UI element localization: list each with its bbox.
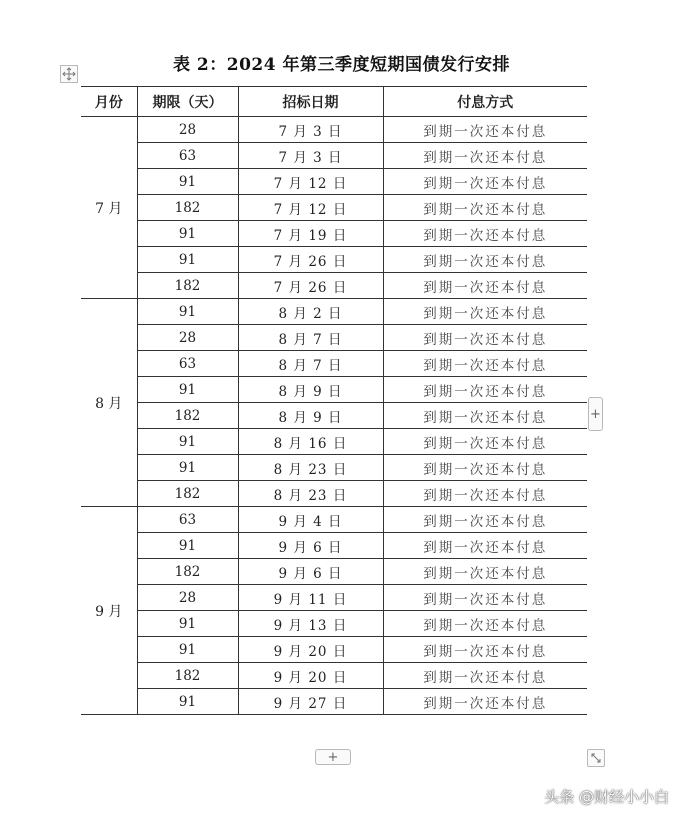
move-arrows-icon (62, 67, 76, 81)
term-cell: 91 (137, 455, 238, 481)
table-row (81, 117, 587, 143)
payment-method-cell: 到期一次还本付息 (383, 663, 587, 689)
bond-schedule-table (81, 86, 587, 715)
header-payment-method: 付息方式 (383, 87, 587, 117)
table-row (81, 637, 587, 663)
table-row (81, 273, 587, 299)
table-row (81, 351, 587, 377)
payment-method-cell: 到期一次还本付息 (383, 221, 587, 247)
payment-method-cell: 到期一次还本付息 (383, 299, 587, 325)
table-row (81, 585, 587, 611)
table-row (81, 247, 587, 273)
auction-date-cell: 7 月 12 日 (238, 169, 383, 195)
table-row (81, 689, 587, 715)
payment-method-cell: 到期一次还本付息 (383, 455, 587, 481)
payment-method-cell: 到期一次还本付息 (383, 481, 587, 507)
table-row (81, 455, 587, 481)
term-cell: 28 (137, 325, 238, 351)
auction-date-cell: 8 月 23 日 (238, 455, 383, 481)
auction-date-cell: 8 月 7 日 (238, 351, 383, 377)
auction-date-cell: 9 月 20 日 (238, 637, 383, 663)
auction-date-cell: 7 月 26 日 (238, 247, 383, 273)
auction-date-cell: 7 月 26 日 (238, 273, 383, 299)
table-row (81, 611, 587, 637)
table-row (81, 169, 587, 195)
payment-method-cell: 到期一次还本付息 (383, 403, 587, 429)
move-icon[interactable] (60, 65, 78, 83)
table-title: 表 2：2024 年第三季度短期国债发行安排 (173, 55, 510, 75)
resize-icon[interactable] (587, 749, 605, 767)
month-cell: 7 月 (81, 117, 137, 299)
source-watermark: 头条 @财经小小白 (544, 788, 669, 806)
payment-method-cell: 到期一次还本付息 (383, 377, 587, 403)
table-row (81, 507, 587, 533)
term-cell: 182 (137, 481, 238, 507)
table-row (81, 143, 587, 169)
term-cell: 182 (137, 273, 238, 299)
payment-method-cell: 到期一次还本付息 (383, 117, 587, 143)
payment-method-cell: 到期一次还本付息 (383, 585, 587, 611)
auction-date-cell: 9 月 4 日 (238, 507, 383, 533)
auction-date-cell: 7 月 12 日 (238, 195, 383, 221)
term-cell: 91 (137, 169, 238, 195)
term-cell: 91 (137, 689, 238, 715)
payment-method-cell: 到期一次还本付息 (383, 637, 587, 663)
auction-date-cell: 9 月 6 日 (238, 533, 383, 559)
term-cell: 91 (137, 637, 238, 663)
table-row (81, 325, 587, 351)
auction-date-cell: 8 月 23 日 (238, 481, 383, 507)
auction-date-cell: 9 月 27 日 (238, 689, 383, 715)
table-row (81, 663, 587, 689)
table-row (81, 429, 587, 455)
term-cell: 91 (137, 221, 238, 247)
term-cell: 91 (137, 611, 238, 637)
month-cell: 8 月 (81, 299, 137, 507)
payment-method-cell: 到期一次还本付息 (383, 507, 587, 533)
payment-method-cell: 到期一次还本付息 (383, 195, 587, 221)
table-row (81, 481, 587, 507)
add-row-button[interactable]: + (315, 749, 351, 765)
payment-method-cell: 到期一次还本付息 (383, 351, 587, 377)
payment-method-cell: 到期一次还本付息 (383, 169, 587, 195)
term-cell: 91 (137, 533, 238, 559)
table-row (81, 403, 587, 429)
payment-method-cell: 到期一次还本付息 (383, 143, 587, 169)
auction-date-cell: 8 月 2 日 (238, 299, 383, 325)
header-month: 月份 (81, 87, 137, 117)
auction-date-cell: 7 月 3 日 (238, 143, 383, 169)
auction-date-cell: 8 月 7 日 (238, 325, 383, 351)
term-cell: 182 (137, 195, 238, 221)
auction-date-cell: 9 月 20 日 (238, 663, 383, 689)
payment-method-cell: 到期一次还本付息 (383, 273, 587, 299)
resize-arrows-icon (590, 752, 602, 764)
table-row (81, 559, 587, 585)
add-column-button[interactable]: + (588, 397, 603, 431)
term-cell: 63 (137, 351, 238, 377)
term-cell: 63 (137, 143, 238, 169)
term-cell: 28 (137, 585, 238, 611)
table-row (81, 195, 587, 221)
term-cell: 182 (137, 559, 238, 585)
table-row (81, 221, 587, 247)
table-row (81, 299, 587, 325)
term-cell: 91 (137, 247, 238, 273)
term-cell: 91 (137, 299, 238, 325)
term-cell: 63 (137, 507, 238, 533)
payment-method-cell: 到期一次还本付息 (383, 611, 587, 637)
auction-date-cell: 8 月 9 日 (238, 403, 383, 429)
header-auction-date: 招标日期 (238, 87, 383, 117)
month-cell: 9 月 (81, 507, 137, 715)
payment-method-cell: 到期一次还本付息 (383, 533, 587, 559)
term-cell: 28 (137, 117, 238, 143)
table-row (81, 377, 587, 403)
payment-method-cell: 到期一次还本付息 (383, 559, 587, 585)
payment-method-cell: 到期一次还本付息 (383, 247, 587, 273)
auction-date-cell: 9 月 13 日 (238, 611, 383, 637)
payment-method-cell: 到期一次还本付息 (383, 429, 587, 455)
auction-date-cell: 9 月 6 日 (238, 559, 383, 585)
term-cell: 91 (137, 429, 238, 455)
auction-date-cell: 9 月 11 日 (238, 585, 383, 611)
term-cell: 182 (137, 663, 238, 689)
table-header-row (81, 87, 587, 117)
payment-method-cell: 到期一次还本付息 (383, 689, 587, 715)
table-row (81, 533, 587, 559)
payment-method-cell: 到期一次还本付息 (383, 325, 587, 351)
header-term: 期限（天） (137, 87, 238, 117)
auction-date-cell: 7 月 3 日 (238, 117, 383, 143)
auction-date-cell: 7 月 19 日 (238, 221, 383, 247)
auction-date-cell: 8 月 16 日 (238, 429, 383, 455)
auction-date-cell: 8 月 9 日 (238, 377, 383, 403)
term-cell: 91 (137, 377, 238, 403)
term-cell: 182 (137, 403, 238, 429)
